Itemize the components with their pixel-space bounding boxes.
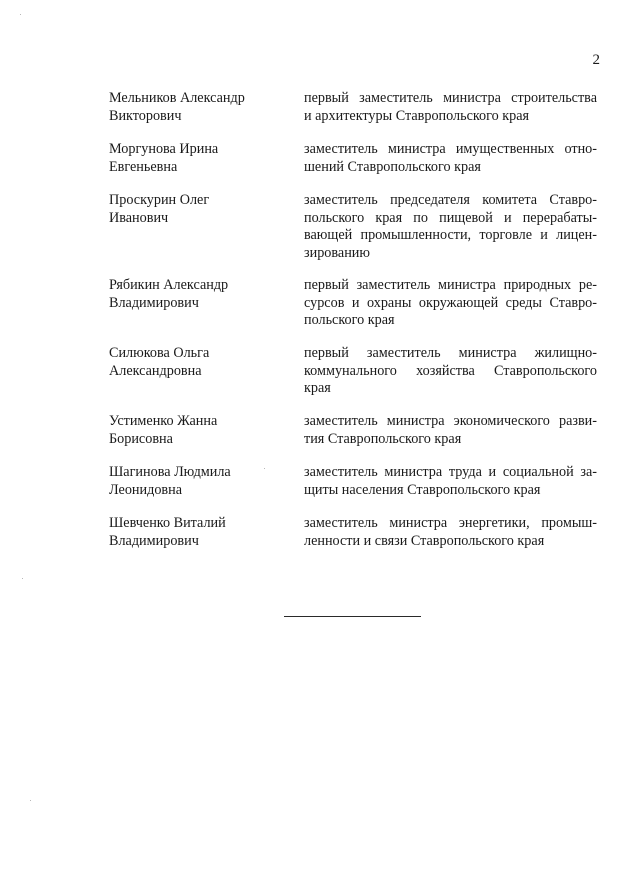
official-name-line: Викторович (109, 107, 182, 124)
position-line: края (304, 380, 331, 396)
official-name-line: Иванович (109, 209, 169, 226)
position-line: сурсов и охраны окружающей среды Ставро- (304, 294, 597, 311)
position-line: щиты населения Ставропольского края (304, 481, 541, 498)
position-line: вающей промышленности, торговле и лицен- (304, 227, 597, 243)
position-line: ленности и связи Ставропольского края (304, 532, 545, 549)
position-line: заместитель председателя комитета Ставро- (304, 192, 597, 208)
official-name (109, 277, 304, 330)
official-name (109, 90, 304, 125)
official-position (304, 277, 597, 330)
official-name-line: Леонидовна (109, 481, 183, 498)
scan-speck (264, 468, 265, 469)
official-name-line: Силюкова Ольга (109, 345, 210, 361)
official-name (109, 141, 304, 176)
list-item (109, 464, 599, 499)
position-line: шений Ставропольского края (304, 158, 481, 175)
official-position (304, 345, 597, 398)
position-line: заместитель министра труда и социальной за- (304, 464, 597, 480)
official-position (304, 515, 597, 550)
official-name (109, 464, 304, 499)
official-name (109, 192, 304, 262)
position-line: польского края (304, 312, 395, 328)
position-line: заместитель министра имущественных отно- (304, 141, 597, 157)
scan-speck (22, 578, 23, 579)
list-item (109, 141, 599, 176)
position-line: первый заместитель министра природных ре- (304, 277, 597, 293)
official-name-line: Евгеньевна (109, 158, 178, 175)
official-name-line: Александровна (109, 362, 202, 379)
official-name-line: Мельников Александр (109, 90, 245, 106)
official-position (304, 192, 597, 262)
position-line: первый заместитель министра строительства (304, 90, 597, 106)
position-line: и архитектуры Ставропольского края (304, 107, 530, 124)
official-name-line: Владимирович (109, 532, 199, 549)
list-item (109, 192, 599, 262)
official-name-line: Устименко Жанна (109, 413, 218, 429)
end-of-list-divider (284, 616, 421, 617)
official-position (304, 413, 597, 448)
official-name-line: Проскурин Олег (109, 192, 210, 208)
position-line: заместитель министра энергетики, промыш- (304, 515, 597, 531)
position-line: тия Ставропольского края (304, 430, 462, 447)
official-position (304, 141, 597, 176)
scan-speck (20, 14, 21, 15)
position-line: зированию (304, 244, 370, 261)
official-name-line: Шагинова Людмила (109, 464, 231, 480)
list-item (109, 90, 599, 125)
list-item (109, 277, 599, 330)
official-name-line: Моргунова Ирина (109, 141, 219, 157)
official-name-line: Шевченко Виталий (109, 515, 226, 531)
official-name-line: Владимирович (109, 294, 199, 311)
official-name-line: Борисовна (109, 430, 173, 447)
list-item (109, 413, 599, 448)
list-item (109, 515, 599, 550)
position-line: заместитель министра экономического разви- (304, 413, 597, 429)
scan-speck (30, 800, 31, 801)
official-name-line: Рябикин Александр (109, 277, 229, 293)
page-number: 2 (592, 52, 600, 68)
position-line: польского края по пищевой и перерабаты- (304, 209, 597, 226)
official-name (109, 515, 304, 550)
position-line: коммунального хозяйства Ставропольского (304, 362, 597, 379)
official-position (304, 464, 597, 499)
official-position (304, 90, 597, 125)
position-line: первый заместитель министра жилищно- (304, 345, 597, 361)
official-name (109, 413, 304, 448)
list-item (109, 345, 599, 398)
official-name (109, 345, 304, 398)
